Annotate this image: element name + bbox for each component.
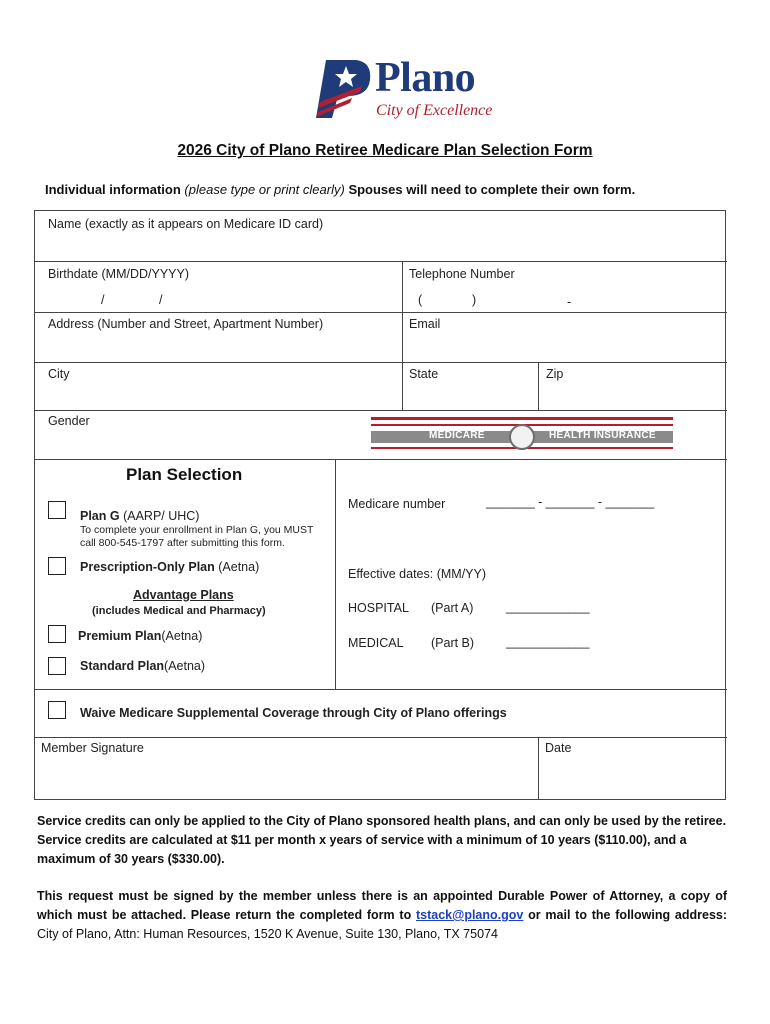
date-field[interactable]	[539, 757, 726, 799]
city-label: City	[48, 367, 70, 381]
birthdate-field[interactable]	[35, 283, 401, 311]
birthdate-slash: /	[159, 293, 163, 307]
part-b-date-field[interactable]: ____________	[506, 635, 590, 649]
address-label: Address (Number and Street, Apartment Number)	[48, 317, 324, 331]
return-instructions-paragraph: This request must be signed by the member unless there is an appointed Durable Power of Attorney, a copy of which must be attached. Please return the completed form to tstack@plano.gov or mail to the following address: City of Plano, Attn: Human Resources, 1520 K Avenue, Suite 130, Plano, TX 75074	[37, 889, 728, 941]
part-b-label: (Part B)	[431, 636, 475, 650]
divider	[35, 459, 727, 460]
city-field[interactable]	[35, 383, 401, 409]
telephone-field[interactable]	[403, 283, 726, 311]
advantage-plans-sub: (includes Medical and Pharmacy)	[92, 605, 266, 617]
medicare-card-left-text: MEDICARE	[429, 430, 485, 441]
member-signature-field[interactable]	[35, 757, 537, 799]
name-field[interactable]	[35, 233, 727, 261]
zip-field[interactable]	[539, 383, 726, 409]
medicare-card-graphic	[371, 417, 673, 453]
name-label: Name (exactly as it appears on Medicare ID card)	[48, 217, 324, 231]
intro-lead: Individual information	[45, 182, 181, 197]
telephone-label: Telephone Number	[409, 267, 515, 281]
gender-label: Gender	[48, 414, 90, 428]
logo-wordmark: Plano	[375, 55, 476, 101]
intro-note: (please type or print clearly)	[184, 182, 345, 197]
part-a-date-field[interactable]: ____________	[506, 600, 590, 614]
date-label: Date	[545, 741, 572, 755]
standard-plan-checkbox[interactable]	[48, 657, 66, 675]
medical-label: MEDICAL	[348, 636, 404, 650]
prescription-only-checkbox[interactable]	[48, 557, 66, 575]
plan-selection-heading: Plan Selection	[126, 465, 243, 484]
effective-dates-label: Effective dates: (MM/YY)	[348, 567, 487, 581]
premium-plan-checkbox[interactable]	[48, 625, 66, 643]
mailing-address: City of Plano, Attn: Human Resources, 1520 K Avenue, Suite 130, Plano, TX 75074	[37, 927, 498, 941]
member-signature-label: Member Signature	[41, 741, 144, 755]
standard-plan-label: Standard Plan(Aetna)	[80, 659, 206, 673]
advantage-plans-heading: Advantage Plans	[133, 588, 234, 602]
plan-g-note: To complete your enrollment in Plan G, you MUST call 800-545-1797 after submitting this form.	[80, 524, 314, 549]
address-field[interactable]	[35, 333, 401, 361]
waive-coverage-checkbox[interactable]	[48, 701, 66, 719]
birthdate-slash: /	[101, 293, 105, 307]
state-field[interactable]	[403, 383, 537, 409]
retiree-form	[34, 210, 726, 800]
plano-logo	[312, 56, 502, 124]
medicare-card-right-text: HEALTH INSURANCE	[549, 430, 656, 441]
phone-dash: -	[567, 295, 572, 309]
divider	[35, 737, 727, 738]
hr-email-link[interactable]: tstack@plano.gov	[416, 908, 524, 922]
email-field[interactable]	[403, 333, 726, 361]
form-title: 2026 City of Plano Retiree Medicare Plan Selection Form	[177, 142, 593, 159]
state-label: State	[409, 367, 439, 381]
logo-tagline: City of Excellence	[376, 102, 493, 119]
hospital-label: HOSPITAL	[348, 601, 409, 615]
column-divider	[335, 459, 336, 689]
hhs-seal-icon	[509, 424, 535, 450]
email-label: Email	[409, 317, 441, 331]
prescription-only-label: Prescription-Only Plan (Aetna)	[80, 560, 260, 574]
plan-g-label: Plan G (AARP/ UHC)	[80, 509, 200, 523]
birthdate-label: Birthdate (MM/DD/YYYY)	[48, 267, 190, 281]
divider	[35, 362, 727, 363]
divider	[35, 410, 727, 411]
medicare-number-label: Medicare number	[348, 497, 446, 511]
gender-field[interactable]	[35, 431, 365, 458]
phone-paren-open: (	[418, 293, 423, 307]
phone-paren-close: )	[472, 293, 477, 307]
intro-line	[45, 182, 635, 197]
zip-label: Zip	[546, 367, 564, 381]
divider	[35, 312, 727, 313]
plan-g-checkbox[interactable]	[48, 501, 66, 519]
medicare-number-field[interactable]: _______ - _______ - _______	[486, 495, 655, 509]
premium-plan-label: Premium Plan(Aetna)	[78, 629, 203, 643]
service-credits-paragraph: Service credits can only be applied to the City of Plano sponsored health plans, and can only be used by the retiree. Service credits are calculated at $11 per month x years of service with a minimum of 10 years ($110.00), and a maximum of 30 years ($330.00).	[37, 814, 727, 866]
part-a-label: (Part A)	[431, 601, 474, 615]
plano-p-star-icon	[312, 56, 374, 122]
waive-coverage-label: Waive Medicare Supplemental Coverage through City of Plano offerings	[80, 706, 507, 720]
intro-tail: Spouses will need to complete their own form.	[348, 182, 636, 197]
divider	[35, 261, 727, 262]
divider	[35, 689, 727, 690]
